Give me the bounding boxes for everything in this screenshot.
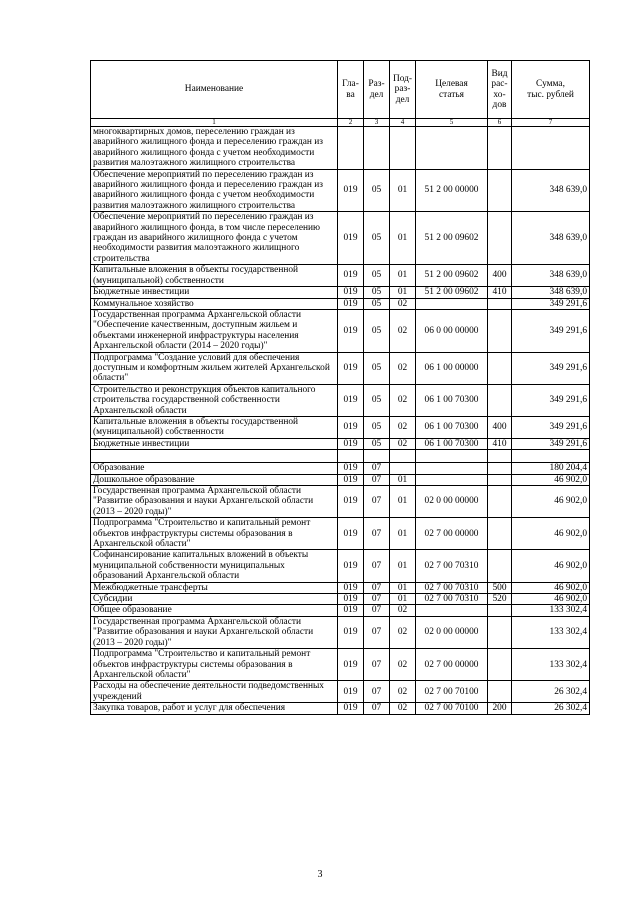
row-target-article: 06 1 00 70300 xyxy=(416,438,488,449)
row-sum: 349 291,6 xyxy=(512,438,590,449)
row-sum xyxy=(512,127,590,170)
row-section: 05 xyxy=(364,438,390,449)
row-target-article: 02 7 00 00000 xyxy=(416,649,488,681)
row-sum: 46 902,0 xyxy=(512,550,590,582)
row-expense-type: 500 xyxy=(488,582,512,593)
row-section: 05 xyxy=(364,298,390,309)
row-sum: 348 639,0 xyxy=(512,287,590,298)
row-target-article: 51 2 00 09602 xyxy=(416,212,488,265)
row-expense-type: 410 xyxy=(488,287,512,298)
table-header-row xyxy=(91,61,590,119)
row-subsection: 02 xyxy=(390,384,416,416)
row-chapter: 019 xyxy=(338,352,364,384)
row-subsection: 02 xyxy=(390,352,416,384)
row-target-article: 06 0 00 00000 xyxy=(416,309,488,352)
row-name: Бюджетные инвестиции xyxy=(91,438,338,449)
row-sum: 26 302,4 xyxy=(512,703,590,714)
row-target-article xyxy=(416,474,488,485)
table-row xyxy=(91,127,590,170)
column-number: 5 xyxy=(416,119,488,127)
row-name: многоквартирных домов, переселению граждан из аварийного жилищного фонда и переселению граждан из аварийного жилищного фонда с учетом необходимости развития малоэтажного жилищного строительства xyxy=(91,127,338,170)
row-chapter: 019 xyxy=(338,416,364,438)
row-name: Закупка товаров, работ и услуг для обеспечения xyxy=(91,703,338,714)
row-chapter: 019 xyxy=(338,212,364,265)
row-subsection xyxy=(390,450,416,463)
row-name: Обеспечение мероприятий по переселению граждан из аварийного жилищного фонда и переселению граждан из аварийного жилищного фонда с учетом необходимости развития малоэтажного жилищного строительства xyxy=(91,169,338,212)
row-name: Капитальные вложения в объекты государственной (муниципальной) собственности xyxy=(91,265,338,287)
row-sum: 46 902,0 xyxy=(512,518,590,550)
row-chapter: 019 xyxy=(338,649,364,681)
row-section: 07 xyxy=(364,550,390,582)
row-expense-type xyxy=(488,384,512,416)
page-number: 3 xyxy=(317,869,323,880)
row-expense-type xyxy=(488,616,512,648)
table-row xyxy=(91,438,590,449)
row-sum: 133 302,4 xyxy=(512,605,590,616)
row-section: 07 xyxy=(364,605,390,616)
column-number-row xyxy=(91,119,590,127)
table-row xyxy=(91,649,590,681)
row-expense-type xyxy=(488,518,512,550)
row-expense-type xyxy=(488,298,512,309)
row-name: Государственная программа Архангельской области "Обеспечение качественным, доступным жильем и объектами инженерной инфраструктуры населения Архангельской области (2014 – 2020 годы)" xyxy=(91,309,338,352)
row-target-article: 02 0 00 00000 xyxy=(416,486,488,518)
table-row xyxy=(91,550,590,582)
row-section: 05 xyxy=(364,265,390,287)
table-row xyxy=(91,605,590,616)
row-subsection: 02 xyxy=(390,616,416,648)
row-section: 07 xyxy=(364,703,390,714)
row-subsection: 01 xyxy=(390,474,416,485)
row-target-article: 02 7 00 00000 xyxy=(416,518,488,550)
row-target-article xyxy=(416,463,488,474)
row-target-article xyxy=(416,298,488,309)
row-target-article: 06 1 00 70300 xyxy=(416,384,488,416)
row-subsection xyxy=(390,463,416,474)
row-sum: 180 204,4 xyxy=(512,463,590,474)
row-expense-type: 410 xyxy=(488,438,512,449)
row-expense-type xyxy=(488,649,512,681)
row-chapter: 019 xyxy=(338,518,364,550)
row-chapter: 019 xyxy=(338,616,364,648)
table-row xyxy=(91,486,590,518)
row-expense-type xyxy=(488,450,512,463)
row-section: 05 xyxy=(364,352,390,384)
header-section: Раз- дел xyxy=(364,61,390,119)
row-target-article: 51 2 00 00000 xyxy=(416,169,488,212)
row-target-article: 02 7 00 70100 xyxy=(416,681,488,703)
row-chapter: 019 xyxy=(338,438,364,449)
row-name: Подпрограмма "Строительство и капитальный ремонт объектов инфраструктуры системы образования в Архангельской области" xyxy=(91,649,338,681)
row-chapter: 019 xyxy=(338,582,364,593)
row-sum: 46 902,0 xyxy=(512,594,590,605)
row-name: Расходы на обеспечение деятельности подведомственных учреждений xyxy=(91,681,338,703)
table-row xyxy=(91,594,590,605)
row-target-article: 02 7 00 70310 xyxy=(416,550,488,582)
row-name: Дошкольное образование xyxy=(91,474,338,485)
row-sum: 348 639,0 xyxy=(512,169,590,212)
table-row xyxy=(91,463,590,474)
row-chapter: 019 xyxy=(338,474,364,485)
table-row xyxy=(91,287,590,298)
row-sum: 349 291,6 xyxy=(512,298,590,309)
table-row xyxy=(91,582,590,593)
row-section: 05 xyxy=(364,169,390,212)
row-name: Субсидии xyxy=(91,594,338,605)
row-subsection: 01 xyxy=(390,212,416,265)
row-subsection: 02 xyxy=(390,438,416,449)
row-expense-type xyxy=(488,309,512,352)
row-name: Капитальные вложения в объекты государственной (муниципальной) собственности xyxy=(91,416,338,438)
row-subsection: 01 xyxy=(390,287,416,298)
row-target-article: 06 1 00 70300 xyxy=(416,416,488,438)
row-expense-type: 520 xyxy=(488,594,512,605)
row-name: Подпрограмма "Создание условий для обеспечения доступным и комфортным жильем жителей Архангельской области" xyxy=(91,352,338,384)
row-expense-type xyxy=(488,550,512,582)
column-number: 1 xyxy=(91,119,338,127)
row-expense-type xyxy=(488,463,512,474)
row-expense-type xyxy=(488,681,512,703)
row-sum: 133 302,4 xyxy=(512,616,590,648)
table-row xyxy=(91,309,590,352)
row-name: Софинансирование капитальных вложений в объекты муниципальной собственности муниципальных образований Архангельской области xyxy=(91,550,338,582)
row-chapter xyxy=(338,450,364,463)
row-subsection: 01 xyxy=(390,550,416,582)
row-name: Государственная программа Архангельской области "Развитие образования и науки Архангельской области (2013 – 2020 годы)" xyxy=(91,616,338,648)
row-subsection: 02 xyxy=(390,605,416,616)
row-name: Межбюджетные трансферты xyxy=(91,582,338,593)
column-number: 6 xyxy=(488,119,512,127)
row-sum: 46 902,0 xyxy=(512,474,590,485)
row-sum: 348 639,0 xyxy=(512,265,590,287)
row-sum: 348 639,0 xyxy=(512,212,590,265)
row-chapter xyxy=(338,127,364,170)
row-target-article xyxy=(416,605,488,616)
row-subsection: 01 xyxy=(390,169,416,212)
row-subsection: 02 xyxy=(390,703,416,714)
row-sum: 26 302,4 xyxy=(512,681,590,703)
header-expense-type: Вид рас- хо- дов xyxy=(488,61,512,119)
table-row xyxy=(91,212,590,265)
row-section: 07 xyxy=(364,649,390,681)
row-chapter: 019 xyxy=(338,550,364,582)
row-section: 07 xyxy=(364,486,390,518)
table-row xyxy=(91,384,590,416)
header-sum: Сумма, тыс. рублей xyxy=(512,61,590,119)
row-name: Коммунальное хозяйство xyxy=(91,298,338,309)
row-chapter: 019 xyxy=(338,309,364,352)
row-target-article: 06 1 00 00000 xyxy=(416,352,488,384)
row-target-article xyxy=(416,450,488,463)
row-target-article: 02 7 00 70310 xyxy=(416,582,488,593)
row-name: Подпрограмма "Строительство и капитальный ремонт объектов инфраструктуры системы образования в Архангельской области" xyxy=(91,518,338,550)
table-row xyxy=(91,703,590,714)
row-expense-type xyxy=(488,212,512,265)
column-number: 4 xyxy=(390,119,416,127)
row-subsection: 02 xyxy=(390,681,416,703)
table-row xyxy=(91,265,590,287)
table-row xyxy=(91,416,590,438)
row-name: Общее образование xyxy=(91,605,338,616)
row-expense-type xyxy=(488,605,512,616)
row-section: 05 xyxy=(364,212,390,265)
row-section: 05 xyxy=(364,416,390,438)
row-expense-type xyxy=(488,169,512,212)
row-target-article: 51 2 00 09602 xyxy=(416,287,488,298)
row-sum: 46 902,0 xyxy=(512,486,590,518)
row-name xyxy=(91,450,338,463)
row-chapter: 019 xyxy=(338,605,364,616)
row-section: 05 xyxy=(364,384,390,416)
row-target-article xyxy=(416,127,488,170)
row-sum: 349 291,6 xyxy=(512,309,590,352)
row-section: 07 xyxy=(364,681,390,703)
table-row xyxy=(91,169,590,212)
row-subsection: 02 xyxy=(390,298,416,309)
budget-table xyxy=(90,60,590,715)
row-name: Обеспечение мероприятий по переселению граждан из аварийного жилищного фонда, в том числе переселению граждан из аварийного жилищного фонда с учетом необходимости развития малоэтажного жилищного строительства xyxy=(91,212,338,265)
row-subsection xyxy=(390,127,416,170)
row-section xyxy=(364,127,390,170)
row-expense-type xyxy=(488,474,512,485)
table-row xyxy=(91,518,590,550)
row-target-article: 02 7 00 70100 xyxy=(416,703,488,714)
row-chapter: 019 xyxy=(338,298,364,309)
row-section: 07 xyxy=(364,594,390,605)
table-row xyxy=(91,298,590,309)
row-sum: 46 902,0 xyxy=(512,582,590,593)
row-name: Образование xyxy=(91,463,338,474)
row-chapter: 019 xyxy=(338,594,364,605)
row-subsection: 01 xyxy=(390,594,416,605)
row-section: 07 xyxy=(364,518,390,550)
row-sum: 349 291,6 xyxy=(512,384,590,416)
row-name: Бюджетные инвестиции xyxy=(91,287,338,298)
header-target-article: Целевая статья xyxy=(416,61,488,119)
row-chapter: 019 xyxy=(338,169,364,212)
row-name: Государственная программа Архангельской области "Развитие образования и науки Архангельской области (2013 – 2020 годы)" xyxy=(91,486,338,518)
row-subsection: 01 xyxy=(390,486,416,518)
spacer-row xyxy=(91,450,590,463)
table-row xyxy=(91,352,590,384)
row-chapter: 019 xyxy=(338,703,364,714)
row-section: 07 xyxy=(364,463,390,474)
row-expense-type xyxy=(488,486,512,518)
row-subsection: 02 xyxy=(390,416,416,438)
table-row xyxy=(91,681,590,703)
row-subsection: 01 xyxy=(390,518,416,550)
row-sum: 133 302,4 xyxy=(512,649,590,681)
header-subsection: Под- раз- дел xyxy=(390,61,416,119)
row-name: Строительство и реконструкция объектов капитального строительства государственной собственности Архангельской области xyxy=(91,384,338,416)
row-subsection: 01 xyxy=(390,265,416,287)
row-section: 05 xyxy=(364,287,390,298)
row-expense-type: 400 xyxy=(488,416,512,438)
row-expense-type: 400 xyxy=(488,265,512,287)
table-body xyxy=(91,127,590,715)
row-section: 07 xyxy=(364,616,390,648)
row-target-article: 02 0 00 00000 xyxy=(416,616,488,648)
table-row xyxy=(91,616,590,648)
row-section: 05 xyxy=(364,309,390,352)
table-row xyxy=(91,474,590,485)
row-chapter: 019 xyxy=(338,486,364,518)
row-chapter: 019 xyxy=(338,681,364,703)
row-section: 07 xyxy=(364,474,390,485)
row-expense-type xyxy=(488,127,512,170)
column-number: 7 xyxy=(512,119,590,127)
header-chapter: Гла- ва xyxy=(338,61,364,119)
row-target-article: 02 7 00 70310 xyxy=(416,594,488,605)
row-chapter: 019 xyxy=(338,384,364,416)
row-subsection: 01 xyxy=(390,582,416,593)
row-sum: 349 291,6 xyxy=(512,352,590,384)
row-subsection: 02 xyxy=(390,649,416,681)
row-chapter: 019 xyxy=(338,287,364,298)
row-expense-type xyxy=(488,352,512,384)
column-number: 3 xyxy=(364,119,390,127)
row-sum: 349 291,6 xyxy=(512,416,590,438)
header-name: Наименование xyxy=(91,61,338,119)
row-chapter: 019 xyxy=(338,265,364,287)
column-number: 2 xyxy=(338,119,364,127)
row-expense-type: 200 xyxy=(488,703,512,714)
row-subsection: 02 xyxy=(390,309,416,352)
row-chapter: 019 xyxy=(338,463,364,474)
row-target-article: 51 2 00 09602 xyxy=(416,265,488,287)
row-section: 07 xyxy=(364,582,390,593)
row-section xyxy=(364,450,390,463)
row-sum xyxy=(512,450,590,463)
